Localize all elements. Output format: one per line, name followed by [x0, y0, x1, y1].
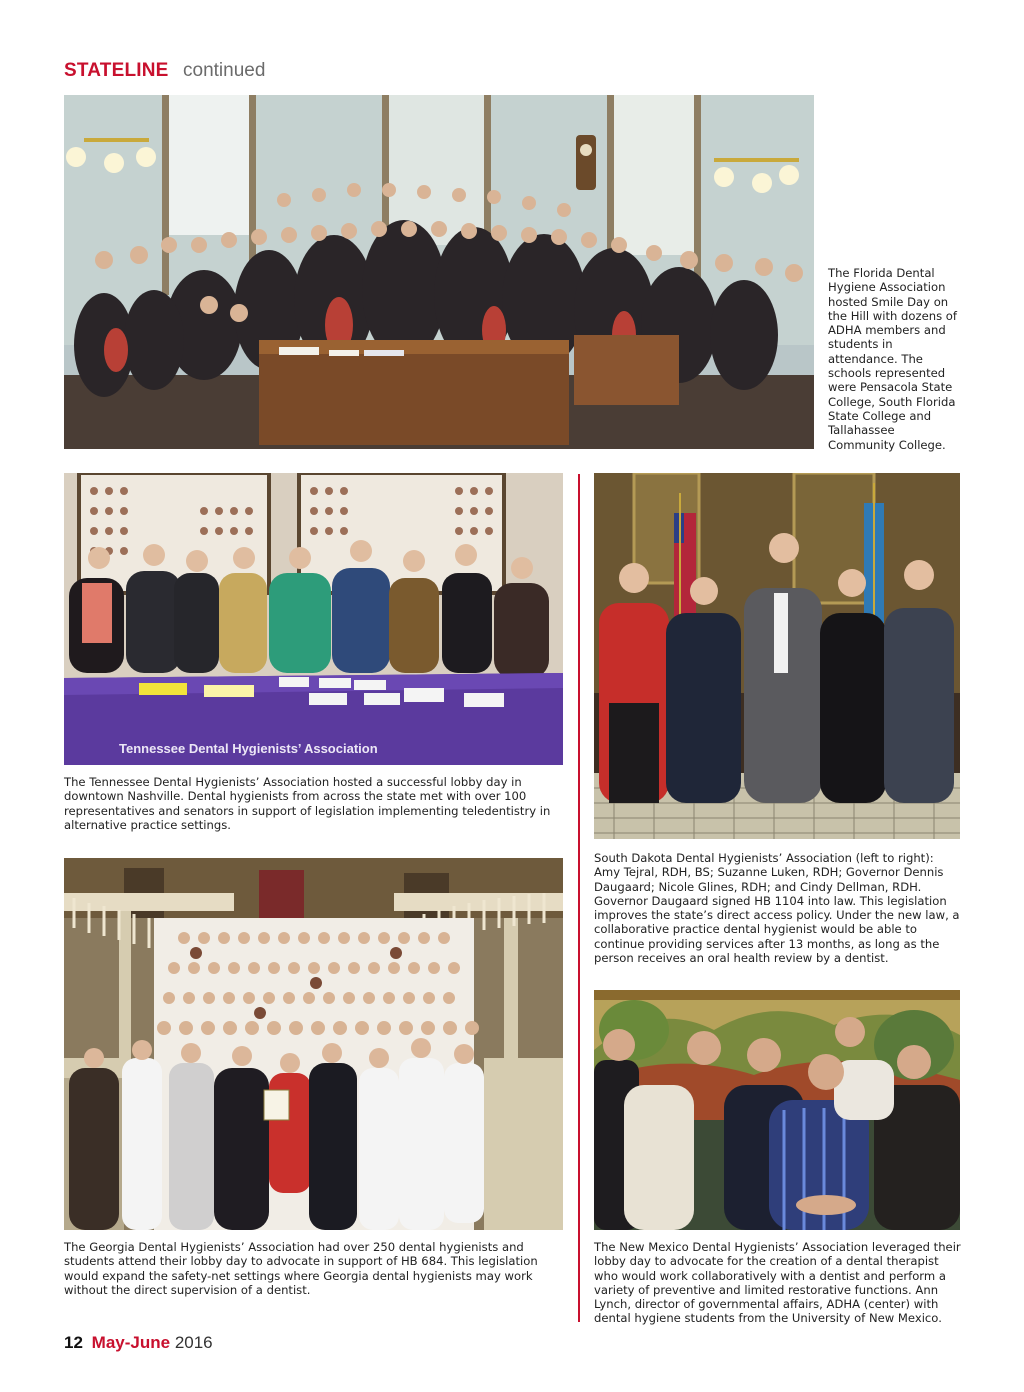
- issue-date: [92, 1333, 213, 1352]
- caption-georgia: The Georgia Dental Hygienists’ Association had over 250 dental hygienists and students attend their lobby day to advocate in support of HB 684. This legislation would expand the safety-net settings where Georgia dental hygienists may work without the direct supervision of a dentist.: [64, 1240, 538, 1297]
- caption-tennessee: The Tennessee Dental Hygienists’ Association hosted a successful lobby day in downtown Nashville. Dental hygienists from across the state met with over 100 representatives and senators in support of legislation implementing teledentistry in alternative practice settings.: [64, 775, 551, 832]
- photo-new-mexico: [594, 990, 960, 1230]
- page-footer: [64, 1333, 213, 1353]
- tn-banner-text: Tennessee Dental Hygienists’ Association: [119, 741, 378, 756]
- section-title: STATELINE: [64, 60, 169, 81]
- page-number: 12: [64, 1333, 83, 1352]
- section-continued: continued: [183, 60, 266, 81]
- photo-tennessee: [64, 473, 563, 765]
- issue-year: 2016: [174, 1333, 213, 1352]
- issue-month: May-June: [91, 1333, 171, 1352]
- photo-florida: [64, 95, 814, 449]
- column-divider: [578, 474, 580, 1322]
- caption-new-mexico: The New Mexico Dental Hygienists’ Association leveraged their lobby day to advocate for the creation of a dental therapist who would work collaboratively with a dentist and perform a variety of preventive and limited restorative functions. Ann Lynch, director of governmental affairs, ADHA (center) with dental hygiene students from the University of New Mexico.: [594, 1240, 961, 1326]
- section-header: [64, 60, 265, 84]
- caption-florida: The Florida Dental Hygiene Association hosted Smile Day on the Hill with dozens of ADHA members and students in attendance. The schools represented were Pensacola State College, South Florida State College and Tallahassee Community College.: [828, 266, 957, 452]
- photo-south-dakota: [594, 473, 960, 839]
- photo-georgia: [64, 858, 563, 1230]
- caption-south-dakota: South Dakota Dental Hygienists’ Association (left to right): Amy Tejral, RDH, BS; Suzanne Luken, RDH; Governor Dennis Daugaard; Nicole Glines, RDH; and Cindy Dellman, RDH. Governor Daugaard signed HB 1104 into law. This legislation improves the state’s direct access policy. Under the new law, a collaborative practice dental hygienist would be able to continue providing services after 13 months, as long as the person receives an oral health review by a dentist.: [594, 851, 960, 966]
